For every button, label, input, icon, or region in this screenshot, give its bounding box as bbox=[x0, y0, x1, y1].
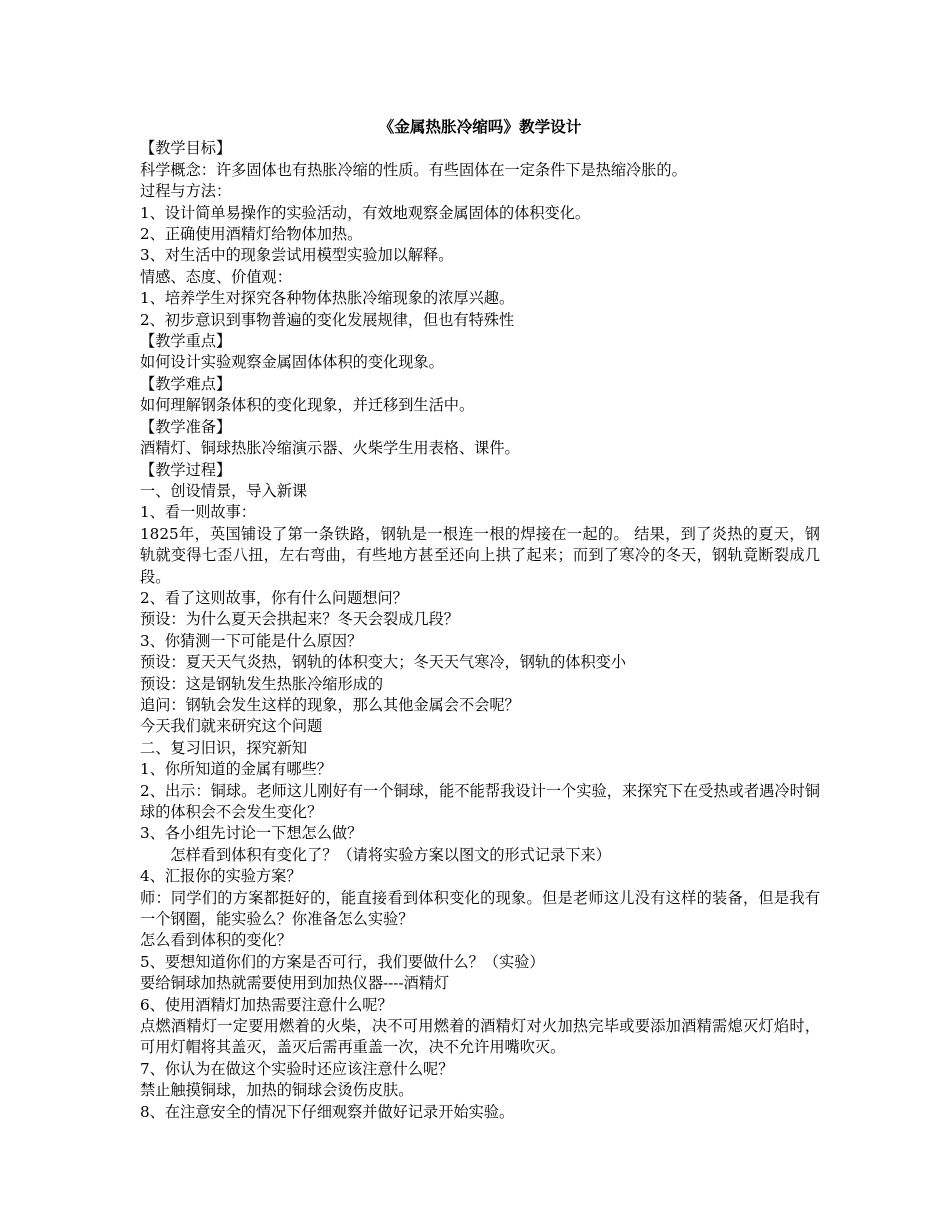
paragraph: 如何设计实验观察金属固体体积的变化现象。 bbox=[140, 353, 444, 372]
paragraph: 2、初步意识到事物普遍的变化发展规律，但也有特殊性 bbox=[140, 310, 515, 329]
paragraph: 4、汇报你的实验方案？ bbox=[140, 867, 302, 886]
paragraph: 1、设计简单易操作的实验活动，有效地观察金属固体的体积变化。 bbox=[140, 203, 591, 222]
paragraph: 1、你所知道的金属有哪些？ bbox=[140, 760, 332, 779]
paragraph: 预设：夏天天气炎热，钢轨的体积变大；冬天天气寒冷，钢轨的体积变小 bbox=[140, 653, 626, 672]
paragraph: 3、你猜测一下可能是什么原因？ bbox=[140, 631, 363, 650]
paragraph: 【教学目标】 bbox=[140, 139, 232, 158]
paragraph: 3、对生活中的现象尝试用模型实验加以解释。 bbox=[140, 246, 454, 265]
paragraph: 2、正确使用酒精灯给物体加热。 bbox=[140, 225, 363, 244]
paragraph: 【教学过程】 bbox=[140, 460, 232, 479]
paragraph: 今天我们就来研究这个问题 bbox=[140, 717, 323, 736]
paragraph: 1、培养学生对探究各种物体热胀冷缩现象的浓厚兴趣。 bbox=[140, 289, 515, 308]
paragraph: 酒精灯、铜球热胀冷缩演示器、火柴学生用表格、课件。 bbox=[140, 439, 520, 458]
paragraph: 3、各小组先讨论一下想怎么做？ bbox=[140, 824, 363, 843]
document-title: 《金属热胀冷缩吗》教学设计 bbox=[378, 117, 582, 136]
paragraph: 点燃酒精灯一定要用燃着的火柴，决不可用燃着的酒精灯对火加热完毕或要添加酒精需熄灭灯焰时，可用灯帽将其盖灭，盖灭后需再重盖一次，决不允许用嘴吹灭。 bbox=[140, 1017, 820, 1057]
paragraph: 7、你认为在做这个实验时还应该注意什么呢？ bbox=[140, 1059, 454, 1078]
paragraph: 2、看了这则故事，你有什么问题想问？ bbox=[140, 588, 408, 607]
paragraph: 怎样看到体积有变化了？（请将实验方案以图文的形式记录下来） bbox=[170, 845, 611, 864]
paragraph: 预设：这是钢轨发生热胀冷缩形成的 bbox=[140, 674, 383, 693]
paragraph: 怎么看到体积的变化？ bbox=[140, 931, 292, 950]
document-body bbox=[140, 138, 820, 1123]
paragraph: 【教学准备】 bbox=[140, 417, 232, 436]
paragraph: 1、看一则故事： bbox=[140, 503, 256, 522]
paragraph: 预设：为什么夏天会拱起来？冬天会裂成几段？ bbox=[140, 610, 459, 629]
document-page bbox=[140, 116, 820, 1123]
paragraph: 二、复习旧识，探究新知 bbox=[140, 738, 308, 757]
paragraph: 科学概念：许多固体也有热胀冷缩的性质。有些固体在一定条件下是热缩冷胀的。 bbox=[140, 160, 687, 179]
paragraph: 【教学难点】 bbox=[140, 374, 232, 393]
paragraph: 8、在注意安全的情况下仔细观察并做好记录开始实验。 bbox=[140, 1102, 515, 1121]
paragraph: 过程与方法： bbox=[140, 182, 232, 201]
paragraph: 1825年，英国铺设了第一条铁路，钢轨是一根连一根的焊接在一起的。 结果，到了炎热的夏天，钢轨就变得七歪八扭，左右弯曲，有些地方甚至还向上拱了起来；而到了寒冷的冬天，钢轨竟断裂成几段。 bbox=[140, 524, 820, 586]
paragraph: 如何理解钢条体积的变化现象，并迁移到生活中。 bbox=[140, 396, 475, 415]
paragraph: 情感、态度、价值观： bbox=[140, 267, 292, 286]
paragraph: 禁止触摸铜球，加热的铜球会烫伤皮肤。 bbox=[140, 1081, 414, 1100]
paragraph: 师：同学们的方案都挺好的，能直接看到体积变化的现象。但是老师这儿没有这样的装备，但是我有一个钢圈，能实验么？你准备怎么实验？ bbox=[140, 888, 820, 929]
paragraph: 追问：钢轨会发生这样的现象，那么其他金属会不会呢？ bbox=[140, 695, 520, 714]
paragraph: 5、要想知道你们的方案是否可行，我们要做什么？（实验） bbox=[140, 952, 545, 971]
paragraph: 【教学重点】 bbox=[140, 332, 232, 351]
paragraph: 2、出示：铜球。老师这儿刚好有一个铜球，能不能帮我设计一个实验，来探究下在受热或者遇冷时铜球的体积会不会发生变化？ bbox=[140, 781, 820, 821]
paragraph: 6、使用酒精灯加热需要注意什么呢？ bbox=[140, 995, 393, 1014]
paragraph: 要给铜球加热就需要使用到加热仪器----酒精灯 bbox=[140, 974, 450, 993]
paragraph: 一、创设情景，导入新课 bbox=[140, 481, 308, 500]
